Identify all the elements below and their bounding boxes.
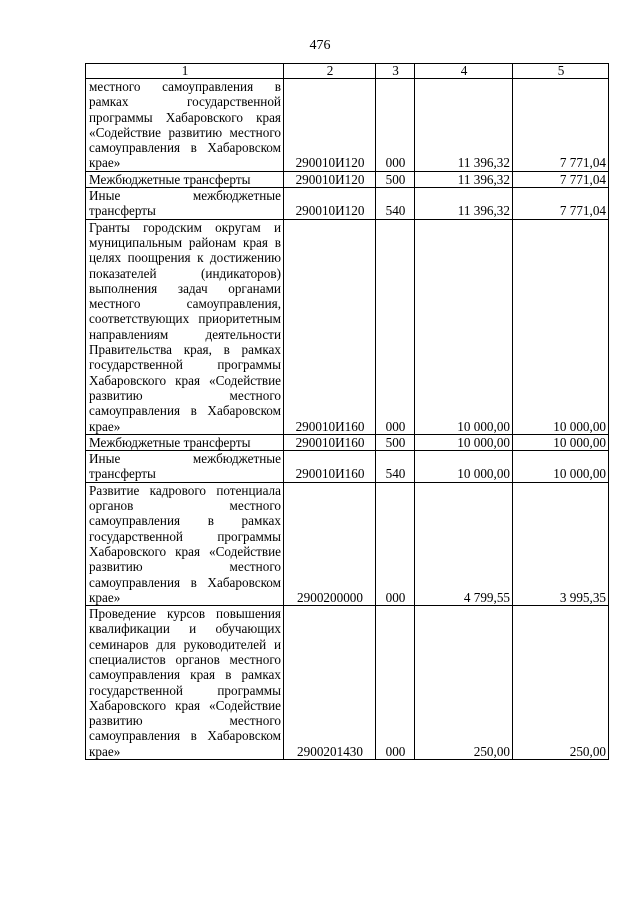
row-sum-1: 10 000,00: [415, 219, 513, 434]
page-number: 476: [309, 38, 331, 53]
row-sum-2: 10 000,00: [513, 434, 609, 450]
row-expense-type: 540: [376, 451, 415, 483]
row-sum-2: 250,00: [513, 606, 609, 760]
row-code: 290010И160: [284, 219, 376, 434]
row-sum-2: 3 995,35: [513, 482, 609, 605]
header-row: [86, 64, 609, 79]
column-header-name: 1: [86, 64, 284, 79]
row-name: Проведение курсов повышения квалификации и обучающих семинаров для руководителей и специалистов органов местного самоуправления края в рамках государственной программы Хабаровского края «Содействие развитию местного самоуправления в Хабаровском крае»: [86, 606, 284, 760]
table-row: [86, 451, 609, 483]
row-sum-1: 250,00: [415, 606, 513, 760]
row-name: Иные межбюджетные трансферты: [86, 451, 284, 483]
row-name: Гранты городским округам и муниципальным районам края в целях поощрения к достижению показателей (индикаторов) выполнения задач органами местного самоуправления, соответствующих приоритетным направлениям деятельности Правительства края, в рамках государственной программы Хабаровского края «Содействие развитию местного самоуправления в Хабаровском крае»: [86, 219, 284, 434]
row-sum-2: 7 771,04: [513, 171, 609, 187]
row-name: Иные межбюджетные трансферты: [86, 188, 284, 220]
row-sum-2: 7 771,04: [513, 188, 609, 220]
row-name: местного самоуправления в рамках государственной программы Хабаровского края «Содействие развитию местного самоуправления в Хабаровском крае»: [86, 79, 284, 172]
row-code: 2900201430: [284, 606, 376, 760]
column-header-sum-2: 5: [513, 64, 609, 79]
column-header-expense-type: 3: [376, 64, 415, 79]
table-row: [86, 606, 609, 760]
row-sum-2: 7 771,04: [513, 79, 609, 172]
row-sum-1: 11 396,32: [415, 79, 513, 172]
row-expense-type: 000: [376, 79, 415, 172]
row-expense-type: 500: [376, 171, 415, 187]
table-row: [86, 482, 609, 605]
column-header-code: 2: [284, 64, 376, 79]
column-header-sum-1: 4: [415, 64, 513, 79]
table-row: [86, 188, 609, 220]
row-sum-1: 10 000,00: [415, 451, 513, 483]
row-sum-2: 10 000,00: [513, 451, 609, 483]
row-sum-1: 11 396,32: [415, 171, 513, 187]
row-expense-type: 000: [376, 482, 415, 605]
row-code: 290010И160: [284, 434, 376, 450]
row-code: 290010И120: [284, 171, 376, 187]
table-row: [86, 219, 609, 434]
budget-table: [85, 63, 609, 760]
row-sum-1: 11 396,32: [415, 188, 513, 220]
table-row: [86, 434, 609, 450]
row-sum-2: 10 000,00: [513, 219, 609, 434]
row-name: Межбюджетные трансферты: [86, 434, 284, 450]
row-code: 290010И120: [284, 188, 376, 220]
row-expense-type: 000: [376, 606, 415, 760]
table-row: [86, 79, 609, 172]
row-expense-type: 500: [376, 434, 415, 450]
row-name: Межбюджетные трансферты: [86, 171, 284, 187]
row-code: 290010И160: [284, 451, 376, 483]
row-sum-1: 4 799,55: [415, 482, 513, 605]
row-name: Развитие кадрового потенциала органов местного самоуправления в рамках государственной программы Хабаровского края «Содействие развитию местного самоуправления в Хабаровском крае»: [86, 482, 284, 605]
row-expense-type: 540: [376, 188, 415, 220]
row-expense-type: 000: [376, 219, 415, 434]
table-row: [86, 171, 609, 187]
row-sum-1: 10 000,00: [415, 434, 513, 450]
row-code: 2900200000: [284, 482, 376, 605]
row-code: 290010И120: [284, 79, 376, 172]
